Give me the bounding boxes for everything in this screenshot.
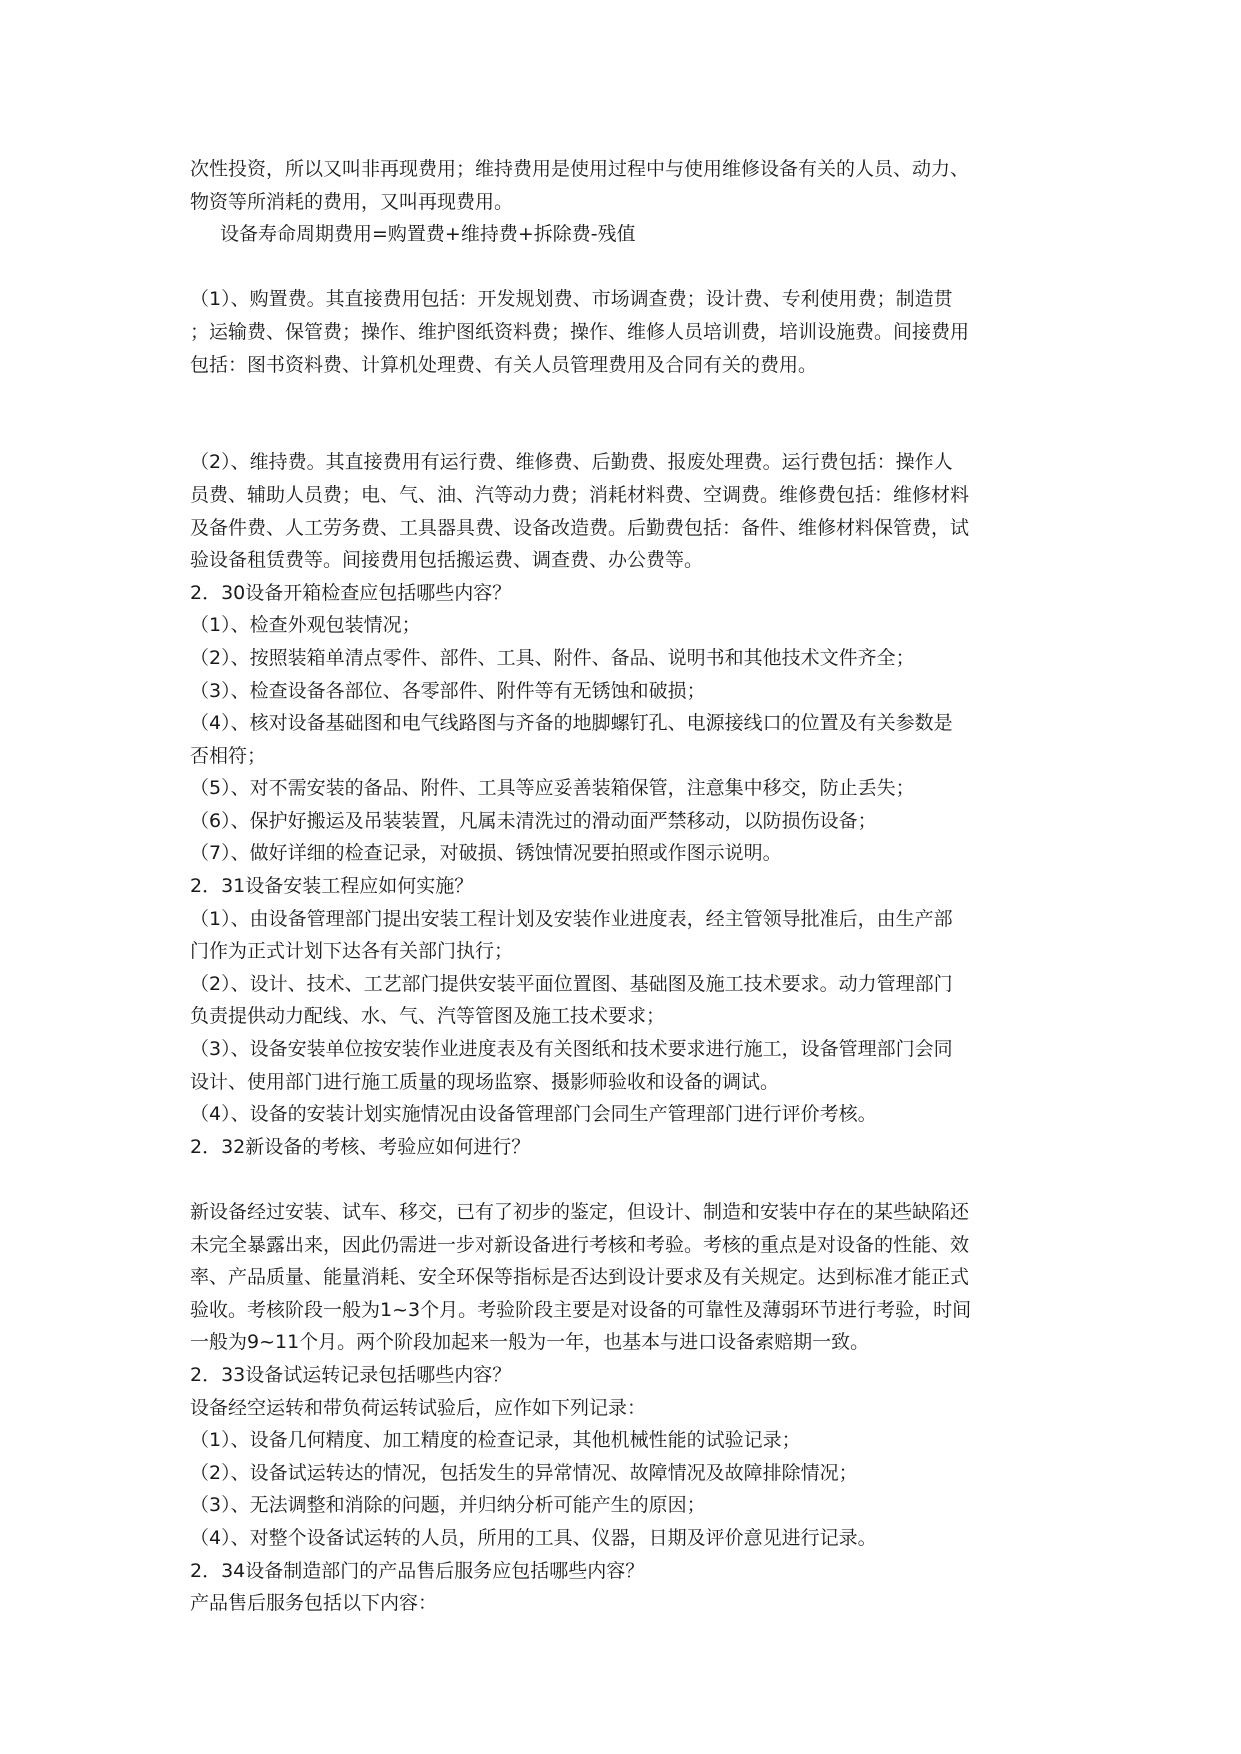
text-line: 物资等所消耗的费用，又叫再现费用。 xyxy=(190,190,514,213)
text-line: 次性投资，所以又叫非再现费用；维持费用是使用过程中与使用维修设备有关的人员、动力、 xyxy=(190,158,970,180)
text-line: 一般为9~11个月。两个阶段加起来一般为一年，也基本与进口设备索赔期一致。 xyxy=(190,1331,870,1354)
list-item: （7）、做好详细的检查记录，对破损、锈蚀情况要拍照或作图示说明。 xyxy=(190,842,782,865)
list-item: （3）、检查设备各部位、各零部件、附件等有无锈蚀和破损； xyxy=(190,679,706,702)
list-item: （1）、检查外观包装情况； xyxy=(190,614,421,637)
list-item: （1）、由设备管理部门提出安装工程计划及安装作业进度表，经主管领导批准后，由生产部 xyxy=(190,907,953,930)
question-heading: 2．30设备开箱检查应包括哪些内容？ xyxy=(190,581,512,604)
text-line: 新设备经过安装、试车、移交，已有了初步的鉴定，但设计、制造和安装中存在的某些缺陷还 xyxy=(190,1201,970,1223)
blank-line xyxy=(190,414,1052,447)
text-line: 产品售后服务包括以下内容： xyxy=(190,1592,438,1615)
text-line: 验设备租赁费等。间接费用包括搬运费、调查费、办公费等。 xyxy=(190,549,704,572)
text-line: 及备件费、人工劳务费、工具器具费、设备改造费。后勤费包括：备件、维修材料保管费，试 xyxy=(190,516,970,539)
text-line: 员费、辅助人员费；电、气、油、汽等动力费；消耗材料费、空调费。维修费包括：维修材料 xyxy=(190,483,970,506)
question-heading: 2．33设备试运转记录包括哪些内容？ xyxy=(190,1363,512,1386)
list-item: （6）、保护好搬运及吊装装置，凡属未清洗过的滑动面严禁移动，以防损伤设备； xyxy=(190,809,877,832)
text-line: 验收。考核阶段一般为1~3个月。考验阶段主要是对设备的可靠性及薄弱环节进行考验，时间 xyxy=(190,1298,972,1321)
list-item: （3）、设备安装单位按安装作业进度表及有关图纸和技术要求进行施工，设备管理部门会同 xyxy=(190,1038,953,1061)
list-item: （2）、设计、技术、工艺部门提供安装平面位置图、基础图及施工技术要求。动力管理部门 xyxy=(190,972,953,995)
list-item: （4）、对整个设备试运转的人员，所用的工具、仪器，日期及评价意见进行记录。 xyxy=(190,1526,877,1549)
text-line: 设备经空运转和带负荷运转试验后，应作如下列记录： xyxy=(190,1396,647,1419)
list-item: （1）、设备几何精度、加工精度的检查记录，其他机械性能的试验记录； xyxy=(190,1429,801,1452)
text-line: 未完全暴露出来，因此仍需进一步对新设备进行考核和考验。考核的重点是对设备的性能、效 xyxy=(190,1233,970,1256)
list-item: 门作为正式计划下达各有关部门执行； xyxy=(190,940,514,963)
question-heading: 2．31设备安装工程应如何实施？ xyxy=(190,875,474,898)
list-item: （3）、无法调整和消除的问题，并归纳分析可能产生的原因； xyxy=(190,1494,706,1517)
list-item: （2）、按照装箱单清点零件、部件、工具、附件、备品、说明书和其他技术文件齐全； xyxy=(190,646,915,669)
blank-line xyxy=(190,251,1052,284)
list-item: 设计、使用部门进行施工质量的现场监察、摄影师验收和设备的调试。 xyxy=(190,1070,780,1093)
document-body xyxy=(190,153,1052,1620)
list-item: （4）、核对设备基础图和电气线路图与齐备的地脚螺钉孔、电源接线口的位置及有关参数是 xyxy=(190,712,953,735)
question-heading: 2．32新设备的考核、考验应如何进行？ xyxy=(190,1135,531,1158)
list-item: （2）、设备试运转达的情况，包括发生的异常情况、故障情况及故障排除情况； xyxy=(190,1461,858,1484)
blank-line xyxy=(190,1163,1052,1196)
blank-line xyxy=(190,381,1052,414)
text-line: （1）、购置费。其直接费用包括：开发规划费、市场调查费；设计费、专利使用费；制造贯 xyxy=(190,288,953,311)
formula-line: 设备寿命周期费用=购置费+维持费+拆除费-残值 xyxy=(220,223,636,246)
list-item: 负责提供动力配线、水、气、汽等管图及施工技术要求； xyxy=(190,1005,666,1028)
text-line: 率、产品质量、能量消耗、安全环保等指标是否达到设计要求及有关规定。达到标准才能正式 xyxy=(190,1266,970,1289)
text-line: （2）、维持费。其直接费用有运行费、维修费、后勤费、报废处理费。运行费包括：操作人 xyxy=(190,451,953,474)
list-item: （5）、对不需安装的备品、附件、工具等应妥善装箱保管，注意集中移交，防止丢失； xyxy=(190,777,915,800)
text-line: ；运输费、保管费；操作、维护图纸资料费；操作、维修人员培训费，培训设施费。间接费用 xyxy=(190,320,970,343)
text-line: 包括：图书资料费、计算机处理费、有关人员管理费用及合同有关的费用。 xyxy=(190,353,818,376)
list-item: 否相符； xyxy=(190,744,267,767)
list-item: （4）、设备的安装计划实施情况由设备管理部门会同生产管理部门进行评价考核。 xyxy=(190,1103,877,1126)
question-heading: 2．34设备制造部门的产品售后服务应包括哪些内容？ xyxy=(190,1559,645,1582)
